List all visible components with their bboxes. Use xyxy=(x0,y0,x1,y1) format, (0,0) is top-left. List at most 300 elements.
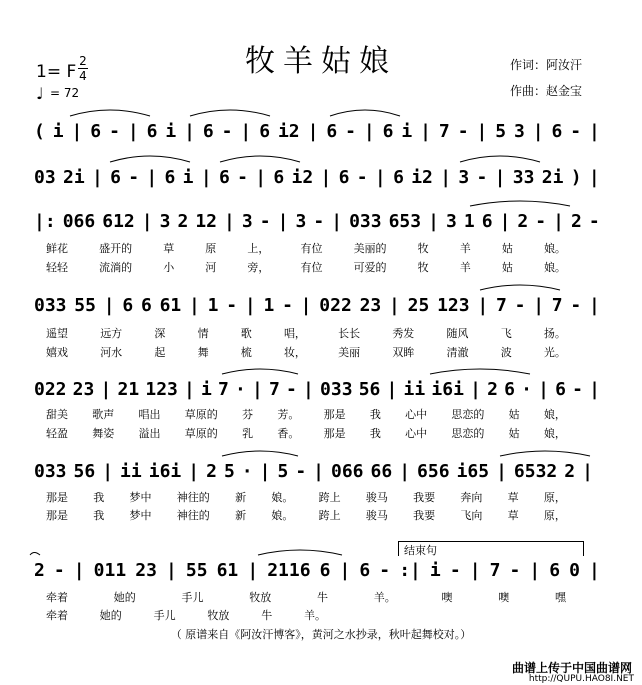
score-token: 6 xyxy=(259,120,271,142)
lyric-word: 秀发 xyxy=(392,327,415,340)
score-token: - xyxy=(476,166,488,188)
source-note: （ 原谱来自《阿汝汗博客》，黄河之水抄录，秋叶起舞校对。） xyxy=(170,628,472,641)
score-token: | xyxy=(589,378,600,400)
score-token: ) xyxy=(570,166,582,188)
score-token: 123 xyxy=(437,294,470,316)
score-token: 7 xyxy=(489,559,501,581)
tempo-mark: = 72 xyxy=(50,86,80,100)
lyric-word: 嬉戏 xyxy=(46,346,68,359)
score-token: i6i xyxy=(431,378,464,400)
lyric-word: 羊 xyxy=(459,261,471,274)
score-token: i65 xyxy=(456,460,490,482)
score-token: - xyxy=(449,559,461,581)
score-token: | xyxy=(331,210,343,232)
lyric-word: 娘。 xyxy=(543,242,566,255)
lyric-word: 光。 xyxy=(543,346,566,359)
score-token: | xyxy=(533,294,545,316)
time-signature-top: 2 xyxy=(79,54,87,68)
lyric-word: 遥望 xyxy=(46,327,68,340)
score-token: - xyxy=(356,166,368,188)
score-token: 33 xyxy=(512,166,535,188)
score-token: 1 xyxy=(207,294,219,316)
lyric-word: 原， xyxy=(543,509,566,522)
lyric-word: 梳 xyxy=(240,346,252,359)
lyric-word: 牧 xyxy=(417,242,429,255)
score-token: | xyxy=(363,120,375,142)
score-token: | xyxy=(313,460,324,482)
slur xyxy=(258,550,342,555)
lyric-word: 草 xyxy=(507,509,519,522)
lyric-word: 波 xyxy=(500,346,512,359)
score-token: 21 xyxy=(117,378,140,400)
quarter-note-icon: ♩ xyxy=(36,84,44,103)
score-token: | xyxy=(165,559,177,581)
lyricist-credit: 作词：阿汝汗 xyxy=(510,58,583,72)
score-token: 6 xyxy=(382,120,394,142)
lyric-word: 姑 xyxy=(508,408,520,421)
lyric-word: 我 xyxy=(369,408,381,421)
score-token: | xyxy=(440,166,452,188)
score-token: | xyxy=(307,120,319,142)
score-token: 7 xyxy=(218,378,229,400)
score-token: 6 xyxy=(504,378,515,400)
lyric-word: 牵着 xyxy=(46,609,68,622)
lyric-word: 小 xyxy=(163,261,175,274)
lyric-word: 她的 xyxy=(99,609,122,622)
score-token: - xyxy=(535,210,547,232)
score-token: · xyxy=(521,378,532,400)
lyric-word: 牛 xyxy=(317,591,328,604)
score-token: 6 xyxy=(549,559,561,581)
score-token: 6 xyxy=(202,120,214,142)
lyric-word: 神往的 xyxy=(176,509,210,522)
slur xyxy=(460,156,540,162)
slur xyxy=(330,110,400,116)
score-token: i6i xyxy=(148,460,182,482)
score-token: | xyxy=(532,120,544,142)
score-token: | xyxy=(259,460,271,482)
lyric-word: 嘿 xyxy=(555,591,566,604)
score-token: 5 xyxy=(277,460,289,482)
slur xyxy=(220,156,300,162)
lyric-word: 芳。 xyxy=(277,408,300,421)
score-token: | xyxy=(100,378,112,400)
ending-label: 结束句 xyxy=(404,544,437,557)
lyric-word: 我 xyxy=(93,491,105,504)
score-token: 6 xyxy=(218,166,230,188)
score-token: 022 xyxy=(319,294,352,316)
score-token: 612 xyxy=(102,210,135,232)
score-token: - xyxy=(572,378,583,400)
lyric-word: 骏马 xyxy=(365,491,388,504)
lyric-word: 那是 xyxy=(46,491,68,504)
score-token: 2 xyxy=(487,378,498,400)
score-token: 1 xyxy=(463,210,475,232)
lyric-word: 飞 xyxy=(500,327,512,340)
lyric-word: 溢出 xyxy=(138,427,161,440)
score-token: 033 xyxy=(320,378,353,400)
score-token: 653 xyxy=(388,210,422,232)
score-token: | xyxy=(469,559,481,581)
score-token: - xyxy=(237,166,248,188)
score-token: | xyxy=(589,120,600,142)
lyric-word: 妆， xyxy=(283,346,306,359)
score-token: ii xyxy=(120,460,142,482)
score-token: | xyxy=(339,559,351,581)
lyric-word: 她的 xyxy=(113,591,136,604)
lyric-word: 那是 xyxy=(46,509,68,522)
score-token: 6532 xyxy=(513,460,558,482)
lyric-word: 香。 xyxy=(277,427,300,440)
score-token: | xyxy=(477,294,489,316)
lyric-word: 美丽 xyxy=(338,346,361,359)
score-token: 25 xyxy=(407,294,430,316)
score-token: - xyxy=(226,294,238,316)
score-token: 55 xyxy=(74,294,96,316)
score-token: 61 xyxy=(159,294,182,316)
score-token: | xyxy=(494,166,506,188)
score-token: | xyxy=(529,559,541,581)
lyric-word: 牧放 xyxy=(207,609,230,622)
lyric-word: 唱出 xyxy=(138,408,161,421)
score-token: 6 xyxy=(551,120,563,142)
score-token: 2 xyxy=(34,559,45,581)
score-token: | xyxy=(244,294,256,316)
lyric-word: 姑 xyxy=(501,242,513,255)
score-token: 123 xyxy=(145,378,178,400)
score-token: | xyxy=(300,294,312,316)
lyric-word: 羊。 xyxy=(303,609,326,622)
score-token: | xyxy=(188,460,200,482)
score-token: 6 xyxy=(319,559,331,581)
score-token: 66 xyxy=(370,460,393,482)
lyric-word: 姑 xyxy=(508,427,520,440)
score-token: 656 xyxy=(417,460,450,482)
lyric-word: 可爱的 xyxy=(353,261,387,274)
score-token: 12 xyxy=(195,210,218,232)
score-token: | xyxy=(386,378,398,400)
lyric-word: 羊。 xyxy=(373,591,396,604)
slur xyxy=(222,369,298,374)
lyric-word: 轻盈 xyxy=(46,427,68,440)
score-token: | xyxy=(399,460,411,482)
score-token: 2 xyxy=(177,210,189,232)
score-token: 03 xyxy=(34,166,56,188)
score-token: | xyxy=(255,166,267,188)
lyric-word: 起 xyxy=(154,346,166,359)
score-token: 3 xyxy=(445,210,457,232)
lyric-word: 草 xyxy=(507,491,519,504)
lyric-word: 远方 xyxy=(100,327,123,340)
score-token: i xyxy=(52,120,64,142)
score-token: | xyxy=(476,120,488,142)
score-token: 3 xyxy=(241,210,253,232)
slur xyxy=(110,156,190,162)
score-token: | xyxy=(303,378,314,400)
lyric-word: 深 xyxy=(154,327,166,340)
score-token: | xyxy=(184,120,195,142)
lyric-word: 有位 xyxy=(300,242,323,255)
score-token: 2i xyxy=(62,166,85,188)
score-token: 3 xyxy=(295,210,307,232)
lyric-word: 歌 xyxy=(240,327,252,340)
score-token: 6 xyxy=(555,378,566,400)
lyric-word: 羊 xyxy=(459,242,471,255)
lyric-word: 乳 xyxy=(242,427,254,440)
score-token: - xyxy=(509,559,521,581)
score-token: · xyxy=(241,460,253,482)
score-token: - xyxy=(259,210,271,232)
score-token: 6 xyxy=(164,166,176,188)
song-title: 牧羊姑娘 xyxy=(245,44,397,79)
lyric-word: 我要 xyxy=(413,491,436,504)
score-token: 033 xyxy=(349,210,382,232)
lyric-word: 娘。 xyxy=(543,261,566,274)
score-token: | xyxy=(102,460,114,482)
lyric-word: 原， xyxy=(543,491,566,504)
lyric-word: 梦中 xyxy=(129,509,152,522)
lyric-word: 芬 xyxy=(242,408,254,421)
score-token: | xyxy=(499,210,511,232)
score-token: 6 xyxy=(393,166,404,188)
score-token: 1 xyxy=(263,294,275,316)
lyric-word: 流淌的 xyxy=(99,261,133,274)
score-token: | xyxy=(127,120,139,142)
score-token: 7 xyxy=(269,378,280,400)
lyric-word: 心中 xyxy=(405,427,428,440)
slur xyxy=(70,110,150,116)
score-token: - xyxy=(379,559,391,581)
score-token: i2 xyxy=(291,166,314,188)
lyric-word: 手儿 xyxy=(153,609,176,622)
lyric-word: 牵着 xyxy=(46,591,68,604)
score-token: 7 xyxy=(438,120,450,142)
score-token: :| xyxy=(399,559,421,581)
lyric-word: 姑 xyxy=(501,261,513,274)
score-token: | xyxy=(588,166,600,188)
lyric-word: 草 xyxy=(163,242,175,255)
score-token: 6 xyxy=(326,120,338,142)
score-token: 2 xyxy=(571,210,582,232)
score-token: 2 xyxy=(517,210,529,232)
score-token: 6 xyxy=(110,166,121,188)
composer-credit: 作曲：赵金宝 xyxy=(510,84,583,98)
lyric-word: 跨上 xyxy=(318,509,341,522)
score-token: | xyxy=(470,378,481,400)
score-token: 5 xyxy=(223,460,235,482)
lyric-word: 跨上 xyxy=(318,491,341,504)
lyric-word: 娘， xyxy=(543,408,566,421)
lyric-word: 娘。 xyxy=(271,509,294,522)
lyric-word: 草原的 xyxy=(184,427,218,440)
lyric-word: 梦中 xyxy=(129,491,152,504)
score-token: 23 xyxy=(135,559,157,581)
score-token: - xyxy=(128,166,140,188)
score-token: | xyxy=(71,120,83,142)
lyric-word: 舞姿 xyxy=(92,427,115,440)
score-token: 6 xyxy=(146,120,158,142)
lyric-word: 河 xyxy=(205,261,217,274)
score-token: | xyxy=(224,210,235,232)
lyric-word: 鲜花 xyxy=(46,242,68,255)
lyric-word: 噢 xyxy=(441,591,453,604)
lyric-word: 轻轻 xyxy=(46,261,68,274)
score-token: | xyxy=(589,294,600,316)
lyric-word: 长长 xyxy=(338,327,361,340)
score-token: 066 xyxy=(62,210,96,232)
slur xyxy=(500,451,590,456)
score-token: i xyxy=(201,378,212,400)
lyric-word: 神往的 xyxy=(176,491,210,504)
lyric-word: 骏马 xyxy=(365,509,388,522)
lyric-word: 随风 xyxy=(446,327,469,340)
score-token: | xyxy=(277,210,289,232)
score-token: 7 xyxy=(495,294,507,316)
score-token: i xyxy=(165,120,177,142)
slur xyxy=(430,369,530,374)
lyric-word: 思恋的 xyxy=(451,427,485,440)
score-token: 5 xyxy=(495,120,507,142)
lyric-word: 唱， xyxy=(283,327,306,340)
score-token: ii xyxy=(403,378,426,400)
score-token: 7 xyxy=(551,294,563,316)
score-token: 3 xyxy=(458,166,470,188)
score-token: | xyxy=(582,460,593,482)
score-token: i xyxy=(401,120,413,142)
score-token: | xyxy=(103,294,115,316)
score-token: | xyxy=(200,166,212,188)
lyric-word: 新 xyxy=(235,509,247,522)
lyric-word: 有位 xyxy=(300,261,323,274)
lyric-word: 新 xyxy=(235,491,247,504)
score-token: | xyxy=(428,210,439,232)
score-token: 23 xyxy=(359,294,382,316)
score-token: | xyxy=(389,294,400,316)
score-token: - xyxy=(286,378,297,400)
score-token: | xyxy=(589,559,600,581)
score-token: | xyxy=(146,166,158,188)
lyric-word: 那是 xyxy=(323,427,346,440)
lyric-word: 舞 xyxy=(197,346,209,359)
score-token: 3 xyxy=(513,120,525,142)
score-token: 033 xyxy=(34,460,67,482)
score-token: 6 xyxy=(273,166,285,188)
score-token: | xyxy=(247,559,259,581)
lyric-word: 那是 xyxy=(323,408,346,421)
lyric-word: 草原的 xyxy=(184,408,218,421)
score-token: | xyxy=(538,378,549,400)
lyric-word: 我要 xyxy=(413,509,436,522)
lyric-word: 飞向 xyxy=(460,509,483,522)
lyric-word: 盛开的 xyxy=(99,242,133,255)
lyric-word: 旁， xyxy=(247,261,270,274)
lyric-word: 双眸 xyxy=(392,346,415,359)
key-signature: 1= F xyxy=(36,62,77,82)
lyric-word: 甜美 xyxy=(46,408,68,421)
lyric-word: 我 xyxy=(93,509,105,522)
lyric-word: 奔向 xyxy=(460,491,483,504)
score-token: - xyxy=(570,294,582,316)
score-token: 2i xyxy=(541,166,564,188)
score-token: |: xyxy=(34,210,56,232)
score-token: i2 xyxy=(411,166,433,188)
score-token: | xyxy=(374,166,386,188)
time-signature-bottom: 4 xyxy=(79,69,87,83)
score-token: - xyxy=(345,120,356,142)
score-token: - xyxy=(514,294,526,316)
score-token: 61 xyxy=(216,559,239,581)
score-token: 3 xyxy=(159,210,171,232)
score-token: | xyxy=(320,166,332,188)
score-token: 56 xyxy=(73,460,96,482)
score-token: ( xyxy=(34,120,45,142)
lyric-word: 牧 xyxy=(417,261,429,274)
score-token: - xyxy=(313,210,325,232)
score-token: i2 xyxy=(277,120,300,142)
score-token: | xyxy=(496,460,507,482)
lyric-word: 上， xyxy=(247,242,270,255)
score-token: 2 xyxy=(206,460,217,482)
score-token: i xyxy=(429,559,441,581)
lyric-word: 情 xyxy=(197,327,209,340)
slur xyxy=(190,110,270,116)
score-token: 6 xyxy=(338,166,350,188)
score-token: 6 xyxy=(122,294,134,316)
slur xyxy=(480,285,560,290)
score-token: 011 xyxy=(93,559,127,581)
score-token: | xyxy=(189,294,200,316)
score-token: 6 xyxy=(481,210,493,232)
score-token: - xyxy=(109,120,120,142)
watermark-title: 曲谱上传于中国曲谱网 xyxy=(511,661,632,675)
lyric-word: 扬。 xyxy=(543,327,566,340)
score-token: · xyxy=(235,378,246,400)
score-token: - xyxy=(570,120,582,142)
score-token: 6 xyxy=(140,294,152,316)
score-token: 2116 xyxy=(267,559,311,581)
lyric-word: 牧放 xyxy=(249,591,272,604)
watermark-url: http://QUPU.HAO8I.NET xyxy=(528,674,634,684)
score-token: | xyxy=(184,378,195,400)
lyric-word: 心中 xyxy=(405,408,428,421)
slur xyxy=(30,553,40,556)
slur xyxy=(470,201,570,206)
score-token: i xyxy=(182,166,194,188)
score-token: - xyxy=(53,559,65,581)
lyric-word: 牛 xyxy=(261,609,273,622)
score-token: 55 xyxy=(185,559,208,581)
lyric-word: 我 xyxy=(369,427,381,440)
lyric-word: 歌声 xyxy=(92,408,115,421)
score-token: 2 xyxy=(564,460,576,482)
score-token: 23 xyxy=(72,378,95,400)
score-token: | xyxy=(553,210,564,232)
slur xyxy=(222,451,298,456)
score-token: | xyxy=(240,120,252,142)
lyric-word: 美丽的 xyxy=(353,242,387,255)
score-token: 033 xyxy=(34,294,67,316)
lyric-word: 原 xyxy=(205,242,217,255)
score-token: - xyxy=(282,294,293,316)
score-token: - xyxy=(457,120,469,142)
lyric-word: 噢 xyxy=(498,591,510,604)
score-token: - xyxy=(588,210,600,232)
score-token: 0 xyxy=(569,559,580,581)
lyric-word: 思恋的 xyxy=(451,408,485,421)
lyric-word: 手儿 xyxy=(181,591,204,604)
score-token: | xyxy=(73,559,85,581)
lyric-word: 清澈 xyxy=(446,346,469,359)
